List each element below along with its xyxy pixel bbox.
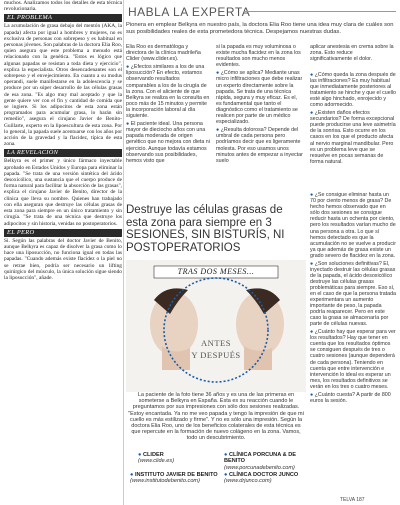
clinic-name: CLÍNICA PORCUNA & DE BENITO bbox=[224, 452, 296, 465]
question-text: ¿Se consigue eliminar hasta un 70 por ciento menos de grasa? De hecho hemos observado que en sólo dos sesiones se consigue reducir hasta un ochenta por ciento, pero los resultados varían mucho de una persona a otra. Lo que sí hemos detectado es que la acumulación no se vuelve a producir ya que además de grasa existe un grado severo de flacidez en la zona. bbox=[310, 192, 396, 259]
question-text: ¿Cuánto hay que esperar para ver los resultados? Hay que tener en cuenta que los resultados óptimos se consiguen después de tres o cuatro sesiones (aunque dependerá de cada persona). Teniendo en cuenta que entre intervención e intervención lo ideal es esperar un mes, los resultados definitivos se verán en los tres o cuatro meses. bbox=[310, 329, 396, 390]
before-after-illustration bbox=[126, 260, 306, 392]
article-paragraph: aplicar anestesia en crema sobre la zona. Esto reduce significativamente el dolor. bbox=[310, 44, 394, 63]
article-column-c bbox=[310, 44, 396, 72]
section-title: HABLA LA EXPERTA bbox=[128, 5, 251, 19]
before-label: ANTES bbox=[201, 338, 231, 348]
article-column-b bbox=[216, 44, 304, 166]
pull-quote: Destruye las células grasas de esta zona para siempre en 3 SESIONES, SIN BISTURÍS, NI POSTOPERATORIOS bbox=[126, 204, 285, 254]
clinic-name: CLÍNICA DOCTOR JUNCO bbox=[228, 472, 299, 478]
column-divider bbox=[123, 0, 124, 505]
question-paragraph: ● ¿Cómo se aplica? Mediante unas micro infiltraciones que debe realizar un experto directamente sobre la papada. Se trata de una técnica rápida, segura y muy eficaz. Es el, es fundamental que tanto el diagnóstico como el tratamiento se realicen por parte de un médico especializado. bbox=[216, 70, 303, 126]
question-paragraph: ● ¿Cuánto hay que esperar para ver los resultados? Hay que tener en cuenta que los resultados óptimos se consiguen después de tres o cuatro sesiones (aunque dependerá de cada persona). Teniendo en cuenta que entre intervención e intervención lo ideal es esperar un mes, los resultados definitivos se verán en los tres o cuatro meses. bbox=[310, 329, 396, 390]
page-footer: TELVA 187 bbox=[340, 497, 365, 503]
clinic-item: ● CLIDER (www.clide.es) bbox=[138, 452, 175, 465]
question-paragraph: ● ¿Cómo queda la zona después de las infiltraciones? Es muy habitual que inmediatamente posteriores al tratamiento se hinche y que el cuello esté algo hinchado, enrojecido y como adormecido. bbox=[310, 72, 396, 109]
clinic-name: INSTITUTO JAVIER DE BENITO bbox=[134, 472, 218, 478]
section-text: Belkyra es el primer y único fármaco inyectable aprobado en Estados Unidos y Europa para eliminar la papada. "Se trata de una versión sintética del ácido desoxicólico, una sustancia que el cuerpo produce de forma natural para facilitar la absorción de las grasas", explica el cirujano Javier de Benito, director de la clínica que lleva su nombre. Quienes han trabajado con ella aseguran que destruye las células grasas de esta zona para siempre en un único tratamiento y sin cirugía. "Se trata de una técnica que destruye los adipocitos y sin historia, venidas no postoperatorios. bbox=[4, 158, 122, 227]
section-text: La acumulación de grasa debajo del mentón (AKA, la papada) afecta por igual a hombres y mujeres, no es exclusiva de personas con sobrepeso y es habitual en personas jóvenes. Son palabras de la doctora Elia Roo, quien asegura que este problema a menudo está relacionado con la genética. "Estos es lógico que algunas papadas se resistan a toda dieta y ejercicio", explica la especialista. Otros desencadenantes son el sobrepeso y el envejecimiento. En cuanto a su modus operandi, suele manifestarse en la adolescencia y se produce por un súper desarrollo de las células grasas de esa zona. "Es algo muy mal aceptado y que la gente quiere ver con el fin y cantidad de comida que se ingiere. Si los adipocitos de esta zona están programados para acumular grasa, lo harán sin remedio", asegura el cirujano Javier de Benito-Guillarte, experto en la lipoescultura de esta zona. Por lo general, la papada suele acentuarse con los años por acción de la gravedad y la flacidez, típica de esta zona. bbox=[4, 23, 122, 148]
clinic-list bbox=[130, 452, 306, 496]
clinic-name: CLIDER bbox=[142, 452, 164, 458]
question-paragraph: ● ¿Resulta dolorosa? Depende del umbral de cada persona pero podríamos decir que es ligeramente molesta. Por eso usamos unos minutos antes de empezar a inyectar suelo bbox=[216, 127, 303, 164]
question-text: ¿Resulta dolorosa? Depende del umbral de cada persona pero podríamos decir que es ligeramente molesta. Por eso usamos unos minutos antes de empezar a inyectar suelo bbox=[216, 127, 303, 164]
section-text: Si. Según las palabras del doctor Javier de Benito, aunque Belkyra es capaz de disolver la grasa como lo hace una liposucción, no funciona igual en todas las papadas. "Cuando además existe flacidez o la piel no se retrae bien, podría ser necesario un lifting quirúrgico del músculo, la única solución sigue siendo la liposucción", añade. bbox=[4, 237, 122, 281]
photo-caption: La paciente de la foto tiene 36 años y es una de las primeras en someterse a Belkyra en España. Esta es su reacción cuando le preguntamos por sus impresiones con sólo dos sesiones realizadas. "Estoy encantada. Ya no me veo papada y tengo la impresión de que mi cuello es más estilizado y firme". Y no es sólo una impresión. Según la doctora Elia Roo, uno de los beneficios colaterales de esta técnica es que repercute en la formación de nuevo colágeno en la zona. Vamos, todo un descubrimiento. bbox=[128, 392, 304, 442]
question-text: ¿Efectos similares a los de una liposucción? En efecto, estamos observando resultados comparables a los de la cirugía de la zona. Con el aliciente de que Belkyra se realiza en la consulta en poco más de 15 minutos y permite la incorporación laboral al día siguiente. bbox=[126, 64, 210, 120]
section-heading: LA REVELACIÓN bbox=[4, 149, 122, 157]
question-text: ¿Cómo se aplica? Mediante unas micro infiltraciones que debe realizar un experto directamente sobre la papada. Se trata de una técnica rápida, segura y muy eficaz. Es el, es fundamental que tanto el diagnóstico como el tratamiento se realicen por parte de un médico especializado. bbox=[216, 70, 303, 126]
intro-text: Pionera en emplear Belkyra en nuestro país, la doctora Elia Roo tiene una idea muy clara de cuáles son sus posibilidades reales de esta prometedora técnica. Despejamos nuestras dudas. bbox=[126, 22, 394, 35]
article-paragraph: si la papada es muy voluminosa o existe mucha flacidez en la zona los resultados son mucho menos evidentes. bbox=[216, 44, 301, 69]
question-paragraph: ● ¿Son soluciones definitivas? El, inyectado destruir las células grasas de la papada, el ácido desoxicólico destruye las células grasas problemáticas para siempre. Eso sí, en el caso de que la persona tratada experimentara un aumento importante de peso, la papada podría reaparecer. Pero en este caso la grasa se almacenaría por parte de células nuevas. bbox=[310, 260, 396, 328]
clinic-item: ● CLÍNICA DOCTOR JUNCO (www.drjunco.com) bbox=[224, 472, 299, 485]
clinic-url[interactable]: (www.institutodebenito.com) bbox=[130, 478, 200, 485]
question-text: ¿Son soluciones definitivas? El, inyectado destruir las células grasas de la papada, el ácido desoxicólico destruye las células grasas problemáticas para siempre. Eso sí, en el caso de que la persona tratada experimentara un aumento importante de peso, la papada podría reaparecer. Pero en este caso la grasa se almacenaría por parte de células nuevas. bbox=[310, 260, 396, 328]
left-column bbox=[4, 0, 122, 505]
photo-banner: TRAS DOS MESES... bbox=[177, 267, 255, 276]
section-header bbox=[126, 0, 396, 22]
clinic-item: ● CLÍNICA PORCUNA & DE BENITO (www.porcunadebenito.com) bbox=[224, 452, 296, 471]
question-text: ¿Cómo queda la zona después de las infiltraciones? Es muy habitual que inmediatamente posteriores al tratamiento se hinche y que el cuello esté algo hinchado, enrojecido y como adormecido. bbox=[310, 72, 396, 109]
question-text: El paciente ideal. Una persona mayor de dieciocho años con una papada moderada de origen genético que no mejora con dieta ni ejercicio. Aunque todavía estamos observando sus posibilidades, hemos visto que bbox=[126, 121, 210, 164]
clinic-url[interactable]: (www.porcunadebenito.com) bbox=[224, 464, 295, 471]
clinic-item: ● INSTITUTO JAVIER DE BENITO (www.institutodebenito.com) bbox=[130, 472, 218, 485]
opening-text: muchos. Analizamos todos los detalles de esta técnica revolucionaria. bbox=[4, 0, 122, 13]
question-text: ¿Cuánto cuesta? A partir de 800 euros la sesión. bbox=[310, 391, 391, 404]
question-paragraph: ● ¿Se consigue eliminar hasta un 70 por ciento menos de grasa? De hecho hemos observado que en sólo dos sesiones se consigue reducir hasta un ochenta por ciento, pero los resultados varían mucho de una persona a otra. Lo que sí hemos detectado es que la acumulación no se vuelve a producir ya que además de grasa existe un grado severo de flacidez en la zona. bbox=[310, 192, 396, 259]
question-paragraph: ● El paciente ideal. Una persona mayor de dieciocho años con una papada moderada de origen genético que no mejora con dieta ni ejercicio. Aunque todavía estamos observando sus posibilidades, hemos visto que bbox=[126, 121, 210, 164]
section-heading: EL PROBLEMA bbox=[4, 14, 122, 22]
header-rule bbox=[244, 11, 396, 12]
article-paragraph: Elia Roo es dermatóloga y directora de la clínica madrileña Clider (www.clider.es). bbox=[126, 44, 201, 63]
question-paragraph: ● ¿Existen daños efectos secundarios? De forma excepcional puede producirse una leve asimetría de la sonrisa. Esto ocurre en los casos en los que el producto afecta al nervio marginal mandibular. Pero es un problema leve que se resuelve en pocas semanas de forma natural. bbox=[310, 110, 396, 165]
section-heading: EL PERO bbox=[4, 229, 122, 237]
clinic-url[interactable]: (www.drjunco.com) bbox=[224, 478, 272, 485]
after-label: Y DESPUÉS bbox=[191, 350, 241, 360]
right-column-bottom bbox=[310, 192, 396, 492]
question-paragraph: ● ¿Cuánto cuesta? A partir de 800 euros la sesión. bbox=[310, 391, 391, 404]
question-paragraph: ● ¿Efectos similares a los de una liposucción? En efecto, estamos observando resultados comparables a los de la cirugía de la zona. Con el aliciente de que Belkyra se realiza en la consulta en poco más de 15 minutos y permite la incorporación laboral al día siguiente. bbox=[126, 64, 210, 120]
question-text: ¿Existen daños efectos secundarios? De forma excepcional puede producirse una leve asimetría de la sonrisa. Esto ocurre en los casos en los que el producto afecta al nervio marginal mandibular. Pero es un problema leve que se resuelve en pocas semanas de forma natural. bbox=[310, 110, 396, 165]
clinic-url[interactable]: (www.clide.es) bbox=[138, 458, 175, 465]
article-column-a bbox=[126, 44, 210, 166]
